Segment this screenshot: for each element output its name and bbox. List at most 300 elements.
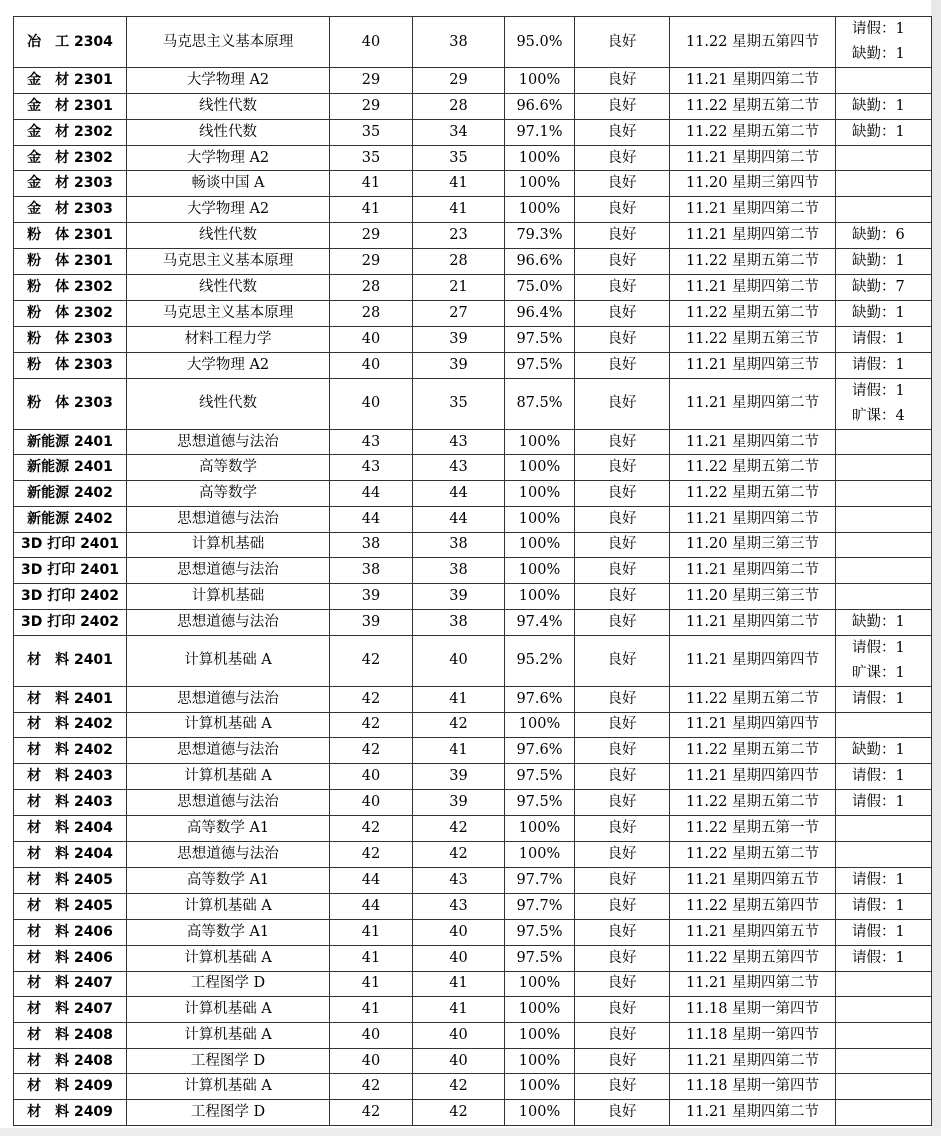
table-row	[14, 609, 932, 635]
enrolled-count-cell: 42	[330, 712, 413, 738]
present-count-cell: 40	[413, 945, 505, 971]
table-row	[14, 506, 932, 532]
attendance-rate-cell: 100%	[505, 997, 575, 1023]
enrolled-count-cell: 40	[330, 17, 413, 68]
present-count-cell: 28	[413, 248, 505, 274]
enrolled-count-cell: 35	[330, 119, 413, 145]
class-cell: 金 材 2302	[14, 119, 127, 145]
grade-cell: 良好	[575, 326, 670, 352]
present-count-cell: 42	[413, 841, 505, 867]
grade-cell: 良好	[575, 1074, 670, 1100]
class-cell: 材 料 2406	[14, 919, 127, 945]
class-cell: 材 料 2409	[14, 1100, 127, 1126]
course-cell: 思想道德与法治	[127, 429, 330, 455]
note-cell	[836, 583, 932, 609]
note-line: 请假：1	[852, 21, 905, 37]
course-cell: 思想道德与法治	[127, 686, 330, 712]
grade-cell: 良好	[575, 274, 670, 300]
note-cell	[836, 300, 932, 326]
grade-cell: 良好	[575, 971, 670, 997]
attendance-rate-cell: 100%	[505, 712, 575, 738]
attendance-rate-cell: 97.5%	[505, 352, 575, 378]
note-cell	[836, 455, 932, 481]
class-cell: 材 料 2403	[14, 790, 127, 816]
table-row	[14, 867, 932, 893]
attendance-rate-cell: 97.4%	[505, 609, 575, 635]
note-cell	[836, 378, 932, 429]
sheet-gridline-edge-bottom	[0, 1128, 941, 1136]
table-row	[14, 481, 932, 507]
attendance-rate-cell: 97.5%	[505, 764, 575, 790]
grade-cell: 良好	[575, 635, 670, 686]
note-line: 请假：1	[852, 382, 905, 399]
enrolled-count-cell: 38	[330, 558, 413, 584]
note-cell	[836, 506, 932, 532]
attendance-rate-cell: 97.5%	[505, 326, 575, 352]
present-count-cell: 39	[413, 583, 505, 609]
attendance-rate-cell: 97.6%	[505, 686, 575, 712]
note-line: 缺勤：1	[852, 46, 905, 62]
grade-cell: 良好	[575, 893, 670, 919]
enrolled-count-cell: 43	[330, 429, 413, 455]
course-cell: 线性代数	[127, 119, 330, 145]
course-cell: 计算机基础 A	[127, 997, 330, 1023]
present-count-cell: 40	[413, 1023, 505, 1049]
course-cell: 高等数学 A1	[127, 919, 330, 945]
course-cell: 大学物理 A2	[127, 197, 330, 223]
enrolled-count-cell: 40	[330, 764, 413, 790]
note-line: 缺勤：7	[852, 278, 905, 295]
course-cell: 计算机基础 A	[127, 764, 330, 790]
present-count-cell: 38	[413, 532, 505, 558]
note-cell	[836, 816, 932, 842]
class-time-cell: 11.21 星期四第二节	[670, 222, 836, 248]
class-cell: 材 料 2404	[14, 841, 127, 867]
course-cell: 马克思主义基本原理	[127, 248, 330, 274]
class-time-cell: 11.18 星期一第四节	[670, 997, 836, 1023]
table-row	[14, 300, 932, 326]
table-row	[14, 1048, 932, 1074]
table-row	[14, 790, 932, 816]
note-cell	[836, 919, 932, 945]
course-cell: 大学物理 A2	[127, 145, 330, 171]
sheet-gridline-edge	[931, 0, 941, 1136]
class-time-cell: 11.21 星期四第四节	[670, 635, 836, 686]
grade-cell: 良好	[575, 583, 670, 609]
present-count-cell: 40	[413, 635, 505, 686]
present-count-cell: 43	[413, 867, 505, 893]
course-cell: 马克思主义基本原理	[127, 300, 330, 326]
course-cell: 思想道德与法治	[127, 841, 330, 867]
present-count-cell: 39	[413, 352, 505, 378]
enrolled-count-cell: 42	[330, 738, 413, 764]
class-time-cell: 11.21 星期四第二节	[670, 197, 836, 223]
enrolled-count-cell: 41	[330, 945, 413, 971]
grade-cell: 良好	[575, 816, 670, 842]
class-cell: 金 材 2302	[14, 145, 127, 171]
attendance-rate-cell: 75.0%	[505, 274, 575, 300]
enrolled-count-cell: 44	[330, 506, 413, 532]
note-cell	[836, 248, 932, 274]
present-count-cell: 39	[413, 764, 505, 790]
class-time-cell: 11.21 星期四第二节	[670, 1100, 836, 1126]
enrolled-count-cell: 40	[330, 790, 413, 816]
note-cell	[836, 274, 932, 300]
note-cell	[836, 1100, 932, 1126]
class-cell: 3D 打印 2401	[14, 558, 127, 584]
grade-cell: 良好	[575, 532, 670, 558]
note-cell	[836, 997, 932, 1023]
course-cell: 计算机基础 A	[127, 635, 330, 686]
attendance-rate-cell: 100%	[505, 429, 575, 455]
attendance-rate-cell: 100%	[505, 532, 575, 558]
class-time-cell: 11.20 星期三第三节	[670, 583, 836, 609]
table-row	[14, 841, 932, 867]
enrolled-count-cell: 41	[330, 197, 413, 223]
attendance-rate-cell: 96.4%	[505, 300, 575, 326]
class-time-cell: 11.21 星期四第二节	[670, 145, 836, 171]
table-row	[14, 816, 932, 842]
course-cell: 高等数学	[127, 455, 330, 481]
attendance-rate-cell: 100%	[505, 816, 575, 842]
course-cell: 思想道德与法治	[127, 790, 330, 816]
note-cell	[836, 17, 932, 68]
attendance-rate-cell: 97.6%	[505, 738, 575, 764]
table-row	[14, 326, 932, 352]
class-time-cell: 11.18 星期一第四节	[670, 1023, 836, 1049]
course-cell: 计算机基础 A	[127, 945, 330, 971]
class-time-cell: 11.18 星期一第四节	[670, 1074, 836, 1100]
course-cell: 畅谈中国 A	[127, 171, 330, 197]
table-row	[14, 971, 932, 997]
class-time-cell: 11.22 星期五第四节	[670, 17, 836, 68]
attendance-rate-cell: 100%	[505, 171, 575, 197]
attendance-rate-cell: 100%	[505, 583, 575, 609]
present-count-cell: 35	[413, 145, 505, 171]
note-cell	[836, 609, 932, 635]
class-cell: 材 料 2407	[14, 971, 127, 997]
table-row	[14, 558, 932, 584]
table-row	[14, 893, 932, 919]
attendance-rate-cell: 95.0%	[505, 17, 575, 68]
present-count-cell: 40	[413, 919, 505, 945]
present-count-cell: 41	[413, 738, 505, 764]
attendance-rate-cell: 97.5%	[505, 790, 575, 816]
note-line: 缺勤：1	[852, 252, 905, 269]
class-time-cell: 11.21 星期四第四节	[670, 764, 836, 790]
grade-cell: 良好	[575, 378, 670, 429]
enrolled-count-cell: 42	[330, 1074, 413, 1100]
table-row	[14, 171, 932, 197]
present-count-cell: 29	[413, 68, 505, 94]
attendance-rate-cell: 100%	[505, 145, 575, 171]
course-cell: 工程图学 D	[127, 1048, 330, 1074]
class-time-cell: 11.22 星期五第二节	[670, 481, 836, 507]
table-row	[14, 378, 932, 429]
attendance-rate-cell: 100%	[505, 1048, 575, 1074]
attendance-rate-cell: 97.1%	[505, 119, 575, 145]
grade-cell: 良好	[575, 609, 670, 635]
enrolled-count-cell: 41	[330, 997, 413, 1023]
class-cell: 新能源 2402	[14, 506, 127, 532]
grade-cell: 良好	[575, 429, 670, 455]
course-cell: 计算机基础 A	[127, 1023, 330, 1049]
note-line: 请假：1	[852, 690, 905, 707]
course-cell: 马克思主义基本原理	[127, 17, 330, 68]
note-line: 请假：1	[852, 949, 905, 966]
course-cell: 思想道德与法治	[127, 558, 330, 584]
note-cell	[836, 738, 932, 764]
grade-cell: 良好	[575, 119, 670, 145]
note-cell	[836, 945, 932, 971]
present-count-cell: 35	[413, 378, 505, 429]
class-cell: 材 料 2402	[14, 712, 127, 738]
grade-cell: 良好	[575, 481, 670, 507]
grade-cell: 良好	[575, 1048, 670, 1074]
class-cell: 材 料 2408	[14, 1048, 127, 1074]
grade-cell: 良好	[575, 997, 670, 1023]
table-row	[14, 119, 932, 145]
present-count-cell: 41	[413, 197, 505, 223]
present-count-cell: 42	[413, 1074, 505, 1100]
present-count-cell: 27	[413, 300, 505, 326]
table-row	[14, 738, 932, 764]
attendance-rate-cell: 100%	[505, 455, 575, 481]
table-row	[14, 583, 932, 609]
course-cell: 高等数学 A1	[127, 816, 330, 842]
class-time-cell: 11.21 星期四第二节	[670, 378, 836, 429]
class-time-cell: 11.22 星期五第二节	[670, 300, 836, 326]
note-cell	[836, 532, 932, 558]
table-row	[14, 145, 932, 171]
grade-cell: 良好	[575, 352, 670, 378]
grade-cell: 良好	[575, 68, 670, 94]
class-cell: 材 料 2405	[14, 867, 127, 893]
class-cell: 粉 体 2303	[14, 326, 127, 352]
class-time-cell: 11.20 星期三第三节	[670, 532, 836, 558]
course-cell: 高等数学 A1	[127, 867, 330, 893]
note-line: 旷课：4	[852, 407, 905, 424]
class-cell: 粉 体 2303	[14, 352, 127, 378]
enrolled-count-cell: 42	[330, 1100, 413, 1126]
note-cell	[836, 1074, 932, 1100]
attendance-rate-cell: 100%	[505, 68, 575, 94]
class-time-cell: 11.22 星期五第二节	[670, 790, 836, 816]
class-time-cell: 11.21 星期四第二节	[670, 609, 836, 635]
grade-cell: 良好	[575, 248, 670, 274]
note-line: 请假：1	[852, 768, 905, 785]
class-time-cell: 11.22 星期五第二节	[670, 119, 836, 145]
attendance-rate-cell: 100%	[505, 841, 575, 867]
present-count-cell: 28	[413, 93, 505, 119]
class-time-cell: 11.21 星期四第五节	[670, 919, 836, 945]
table-row	[14, 455, 932, 481]
attendance-table	[13, 16, 932, 1126]
present-count-cell: 44	[413, 506, 505, 532]
attendance-rate-cell: 97.7%	[505, 893, 575, 919]
present-count-cell: 41	[413, 171, 505, 197]
enrolled-count-cell: 44	[330, 481, 413, 507]
course-cell: 工程图学 D	[127, 971, 330, 997]
enrolled-count-cell: 40	[330, 1023, 413, 1049]
grade-cell: 良好	[575, 171, 670, 197]
class-time-cell: 11.20 星期三第四节	[670, 171, 836, 197]
class-cell: 材 料 2409	[14, 1074, 127, 1100]
class-cell: 材 料 2408	[14, 1023, 127, 1049]
note-cell	[836, 971, 932, 997]
course-cell: 大学物理 A2	[127, 68, 330, 94]
course-cell: 计算机基础	[127, 583, 330, 609]
class-time-cell: 11.22 星期五第二节	[670, 93, 836, 119]
table-row	[14, 1074, 932, 1100]
grade-cell: 良好	[575, 686, 670, 712]
enrolled-count-cell: 38	[330, 532, 413, 558]
class-cell: 粉 体 2301	[14, 222, 127, 248]
enrolled-count-cell: 41	[330, 971, 413, 997]
course-cell: 计算机基础	[127, 532, 330, 558]
grade-cell: 良好	[575, 1023, 670, 1049]
attendance-rate-cell: 79.3%	[505, 222, 575, 248]
present-count-cell: 41	[413, 997, 505, 1023]
present-count-cell: 43	[413, 893, 505, 919]
class-time-cell: 11.22 星期五第二节	[670, 738, 836, 764]
grade-cell: 良好	[575, 455, 670, 481]
enrolled-count-cell: 39	[330, 609, 413, 635]
present-count-cell: 38	[413, 558, 505, 584]
course-cell: 线性代数	[127, 274, 330, 300]
present-count-cell: 40	[413, 1048, 505, 1074]
course-cell: 计算机基础 A	[127, 893, 330, 919]
table-row	[14, 919, 932, 945]
note-cell	[836, 93, 932, 119]
course-cell: 工程图学 D	[127, 1100, 330, 1126]
course-cell: 材料工程力学	[127, 326, 330, 352]
table-row	[14, 222, 932, 248]
course-cell: 高等数学	[127, 481, 330, 507]
table-row	[14, 686, 932, 712]
course-cell: 大学物理 A2	[127, 352, 330, 378]
class-time-cell: 11.21 星期四第二节	[670, 274, 836, 300]
attendance-rate-cell: 100%	[505, 481, 575, 507]
grade-cell: 良好	[575, 790, 670, 816]
class-cell: 新能源 2402	[14, 481, 127, 507]
present-count-cell: 42	[413, 712, 505, 738]
course-cell: 思想道德与法治	[127, 738, 330, 764]
note-cell	[836, 1023, 932, 1049]
grade-cell: 良好	[575, 712, 670, 738]
grade-cell: 良好	[575, 919, 670, 945]
note-cell	[836, 197, 932, 223]
table-row	[14, 532, 932, 558]
note-line: 请假：1	[852, 794, 905, 811]
note-cell	[836, 145, 932, 171]
class-cell: 新能源 2401	[14, 455, 127, 481]
table-row	[14, 93, 932, 119]
table-row	[14, 68, 932, 94]
enrolled-count-cell: 43	[330, 455, 413, 481]
present-count-cell: 43	[413, 429, 505, 455]
note-line: 请假：1	[852, 897, 905, 914]
table-row	[14, 248, 932, 274]
class-cell: 粉 体 2303	[14, 378, 127, 429]
enrolled-count-cell: 42	[330, 841, 413, 867]
course-cell: 思想道德与法治	[127, 609, 330, 635]
attendance-table-body	[14, 17, 932, 1126]
class-cell: 材 料 2404	[14, 816, 127, 842]
class-time-cell: 11.22 星期五第二节	[670, 455, 836, 481]
note-cell	[836, 867, 932, 893]
class-cell: 材 料 2401	[14, 635, 127, 686]
present-count-cell: 41	[413, 686, 505, 712]
course-cell: 思想道德与法治	[127, 506, 330, 532]
attendance-rate-cell: 96.6%	[505, 248, 575, 274]
present-count-cell: 23	[413, 222, 505, 248]
class-cell: 粉 体 2301	[14, 248, 127, 274]
note-cell	[836, 893, 932, 919]
note-line: 缺勤：1	[852, 97, 905, 114]
note-cell	[836, 68, 932, 94]
note-cell	[836, 352, 932, 378]
present-count-cell: 38	[413, 17, 505, 68]
grade-cell: 良好	[575, 558, 670, 584]
note-cell	[836, 558, 932, 584]
enrolled-count-cell: 40	[330, 1048, 413, 1074]
table-row	[14, 1100, 932, 1126]
note-line: 请假：1	[852, 356, 905, 373]
present-count-cell: 44	[413, 481, 505, 507]
enrolled-count-cell: 39	[330, 583, 413, 609]
table-row	[14, 352, 932, 378]
class-time-cell: 11.22 星期五第二节	[670, 686, 836, 712]
class-cell: 金 材 2303	[14, 197, 127, 223]
note-line: 缺勤：1	[852, 304, 905, 321]
attendance-rate-cell: 100%	[505, 1100, 575, 1126]
class-time-cell: 11.22 星期五第二节	[670, 841, 836, 867]
enrolled-count-cell: 42	[330, 686, 413, 712]
note-cell	[836, 841, 932, 867]
class-cell: 材 料 2401	[14, 686, 127, 712]
note-line: 缺勤：1	[852, 742, 905, 759]
present-count-cell: 39	[413, 790, 505, 816]
class-time-cell: 11.21 星期四第二节	[670, 506, 836, 532]
class-time-cell: 11.21 星期四第二节	[670, 971, 836, 997]
note-line: 缺勤：1	[852, 613, 905, 630]
class-time-cell: 11.22 星期五第二节	[670, 248, 836, 274]
enrolled-count-cell: 28	[330, 274, 413, 300]
class-cell: 金 材 2301	[14, 68, 127, 94]
attendance-rate-cell: 87.5%	[505, 378, 575, 429]
note-cell	[836, 1048, 932, 1074]
class-time-cell: 11.21 星期四第二节	[670, 429, 836, 455]
attendance-rate-cell: 96.6%	[505, 93, 575, 119]
class-time-cell: 11.22 星期五第四节	[670, 893, 836, 919]
class-cell: 3D 打印 2402	[14, 609, 127, 635]
enrolled-count-cell: 40	[330, 326, 413, 352]
enrolled-count-cell: 29	[330, 68, 413, 94]
present-count-cell: 21	[413, 274, 505, 300]
present-count-cell: 39	[413, 326, 505, 352]
class-cell: 3D 打印 2401	[14, 532, 127, 558]
class-cell: 金 材 2301	[14, 93, 127, 119]
note-cell	[836, 686, 932, 712]
class-cell: 粉 体 2302	[14, 300, 127, 326]
present-count-cell: 41	[413, 971, 505, 997]
course-cell: 线性代数	[127, 222, 330, 248]
class-cell: 材 料 2405	[14, 893, 127, 919]
class-time-cell: 11.22 星期五第四节	[670, 945, 836, 971]
grade-cell: 良好	[575, 17, 670, 68]
note-line: 请假：1	[852, 923, 905, 940]
